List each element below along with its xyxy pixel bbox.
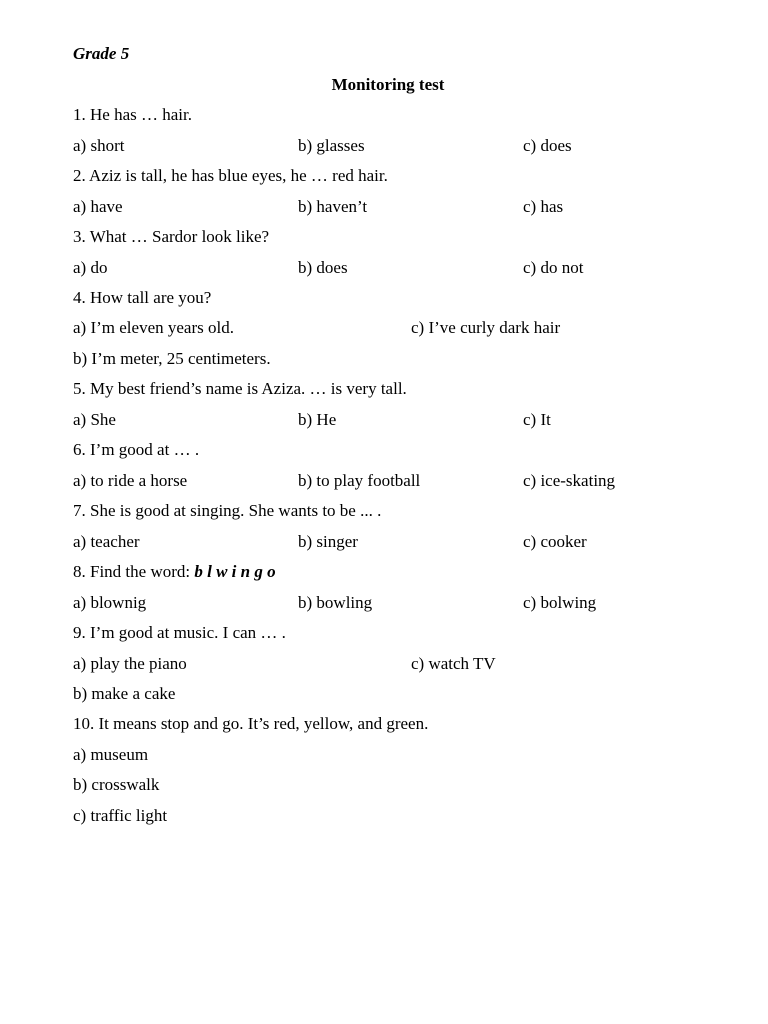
q8-option-a: a) blownig bbox=[73, 593, 147, 612]
question-3: 3. What … Sardor look like? bbox=[73, 227, 270, 246]
question-10: 10. It means stop and go. It’s red, yellow, and green. bbox=[73, 714, 429, 733]
grade-label: Grade 5 bbox=[73, 44, 130, 63]
q7-option-b: b) singer bbox=[298, 532, 358, 551]
question-4: 4. How tall are you? bbox=[73, 288, 212, 307]
scrambled-word: b l w i n g o bbox=[194, 562, 276, 581]
q8-option-c: c) bolwing bbox=[523, 593, 597, 612]
q2-option-b: b) haven’t bbox=[298, 197, 368, 216]
q6-option-b: b) to play football bbox=[298, 471, 421, 490]
q5-option-c: c) It bbox=[523, 410, 551, 429]
question-1: 1. He has … hair. bbox=[73, 105, 192, 124]
q5-option-a: a) She bbox=[73, 410, 116, 429]
q5-option-b: b) He bbox=[298, 410, 337, 429]
q10-option-b: b) crosswalk bbox=[73, 775, 160, 794]
q10-option-a: a) museum bbox=[73, 745, 149, 764]
q1-option-b: b) glasses bbox=[298, 136, 365, 155]
q9-option-b: b) make a cake bbox=[73, 684, 176, 703]
question-9: 9. I’m good at music. I can … . bbox=[73, 623, 286, 642]
q10-option-c: c) traffic light bbox=[73, 806, 168, 825]
q3-option-c: c) do not bbox=[523, 258, 584, 277]
q1-option-c: c) does bbox=[523, 136, 572, 155]
q2-option-c: c) has bbox=[523, 197, 564, 216]
q1-option-a: a) short bbox=[73, 136, 125, 155]
q9-option-a: a) play the piano bbox=[73, 654, 187, 673]
q2-option-a: a) have bbox=[73, 197, 123, 216]
q9-option-c: c) watch TV bbox=[411, 654, 496, 673]
q4-option-a: a) I’m eleven years old. bbox=[73, 318, 234, 337]
question-5: 5. My best friend’s name is Aziza. … is very tall. bbox=[73, 379, 407, 398]
question-7: 7. She is good at singing. She wants to be ... . bbox=[73, 501, 382, 520]
question-8 bbox=[73, 562, 276, 582]
q4-option-b: b) I’m meter, 25 centimeters. bbox=[73, 349, 271, 368]
q3-option-a: a) do bbox=[73, 258, 108, 277]
q8-option-b: b) bowling bbox=[298, 593, 373, 612]
question-8-text: 8. Find the word: bbox=[73, 562, 195, 581]
q3-option-b: b) does bbox=[298, 258, 348, 277]
q7-option-c: c) cooker bbox=[523, 532, 587, 551]
q4-option-c: c) I’ve curly dark hair bbox=[411, 318, 561, 337]
q6-option-a: a) to ride a horse bbox=[73, 471, 188, 490]
q6-option-c: c) ice-skating bbox=[523, 471, 616, 490]
question-2: 2. Aziz is tall, he has blue eyes, he … red hair. bbox=[73, 166, 388, 185]
q7-option-a: a) teacher bbox=[73, 532, 140, 551]
question-6: 6. I’m good at … . bbox=[73, 440, 200, 459]
page-title: Monitoring test bbox=[331, 75, 445, 94]
